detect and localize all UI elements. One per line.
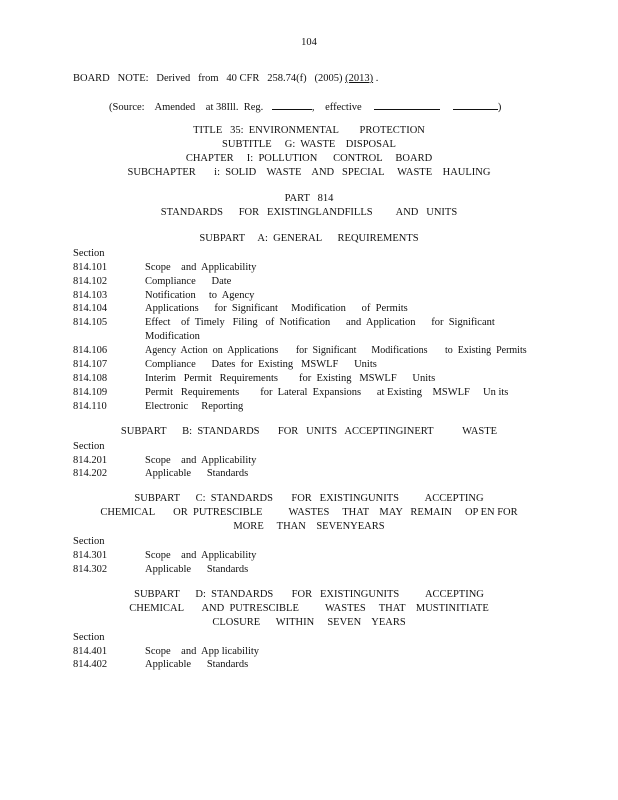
section-number: 814.108 [73,373,108,384]
effective-blank-2 [453,100,498,110]
section-number: 814.301 [73,550,108,561]
section-number: 814.104 [73,303,108,314]
section-title: Electronic Reporting [145,401,244,412]
section-title: Interim Permit Requirements for Existing MSWLF Units [145,373,436,384]
effective-label: effective [325,102,362,113]
section-number: 814.106 [73,345,108,356]
section-number: 814.202 [73,468,108,479]
section-number: 814.109 [73,387,108,398]
section-number: 814.105 [73,317,108,328]
title-heading: TITLE 35: ENVIRONMENTAL PROTECTION [193,125,425,136]
section-label: Section [73,536,105,547]
register-blank [272,100,312,110]
section-title: Scope and Applicability [145,262,257,273]
section-number: 814.401 [73,646,108,657]
section-number: 814.402 [73,659,108,670]
section-label: Section [73,248,105,259]
section-title: Applicable Standards [145,468,249,479]
section-label: Section [73,441,105,452]
part-heading: PART 814 [284,193,334,204]
section-title: Effect of Timely Filing of Notification and Application for Significant [145,317,495,328]
section-title: Scope and Applicability [145,455,257,466]
section-title: Agency Action on Applications for Significant Modifications to Existing Permits [145,345,527,356]
subpart-a-heading: SUBPART A: GENERAL REQUIREMENTS [199,233,419,244]
section-label: Section [73,632,105,643]
subpart-b-heading: SUBPART B: STANDARDS FOR UNITS ACCEPTINGINERT WASTE [120,426,498,437]
section-title: Applications for Significant Modification of Permits [145,303,408,314]
subpart-d-heading-line2: CHEMICAL AND PUTRESCIBLE WASTES THAT MUSTINITIATE [129,603,489,614]
subpart-d-heading-line3: CLOSURE WITHIN SEVEN YEARS [212,617,406,628]
subchapter-heading: SUBCHAPTER i: SOLID WASTE AND SPECIAL WASTE HAULING [127,167,491,178]
section-number: 814.107 [73,359,108,370]
section-number: 814.302 [73,564,108,575]
section-title: Notification to Agency [145,290,255,301]
section-title: Applicable Standards [145,659,249,670]
source-line [109,100,501,113]
subpart-d-heading: SUBPART D: STANDARDS FOR EXISTINGUNITS ACCEPTING [134,589,484,600]
subpart-c-heading: SUBPART C: STANDARDS FOR EXISTINGUNITS ACCEPTING [134,493,484,504]
chapter-heading: CHAPTER I: POLLUTION CONTROL BOARD [185,153,433,164]
section-number: 814.103 [73,290,108,301]
section-number: 814.101 [73,262,108,273]
section-title-continued: Modification [145,331,200,342]
section-number: 814.102 [73,276,108,287]
board-note-suffix: . [375,73,379,84]
subtitle-heading: SUBTITLE G: WASTE DISPOSAL [222,139,396,150]
section-title: Scope and App licability [145,646,260,657]
board-note-text: BOARD NOTE: Derived from 40 CFR 258.74(f) (2005) [73,73,343,84]
source-open: (Source: Amended at 38Ill. Reg. [109,102,264,113]
section-number: 814.201 [73,455,108,466]
board-note [73,73,378,84]
page-number: 104 [301,37,317,48]
section-title: Compliance Date [145,276,232,287]
section-title: Applicable Standards [145,564,249,575]
section-title: Permit Requirements for Lateral Expansions at Existing MSWLF Un its [145,387,509,398]
part-title: STANDARDS FOR EXISTINGLANDFILLS AND UNITS [160,207,458,218]
effective-blank-1 [374,100,440,110]
subpart-c-heading-line3: MORE THAN SEVENYEARS [233,521,385,532]
subpart-c-heading-line2: CHEMICAL OR PUTRESCIBLE WASTES THAT MAY REMAIN OP EN FOR [100,507,518,518]
section-number: 814.110 [73,401,107,412]
section-title: Compliance Dates for Existing MSWLF Units [145,359,377,370]
source-comma: , [311,102,315,113]
board-note-year: (2013) [345,73,374,84]
section-title: Scope and Applicability [145,550,257,561]
source-close: ) [497,102,502,113]
